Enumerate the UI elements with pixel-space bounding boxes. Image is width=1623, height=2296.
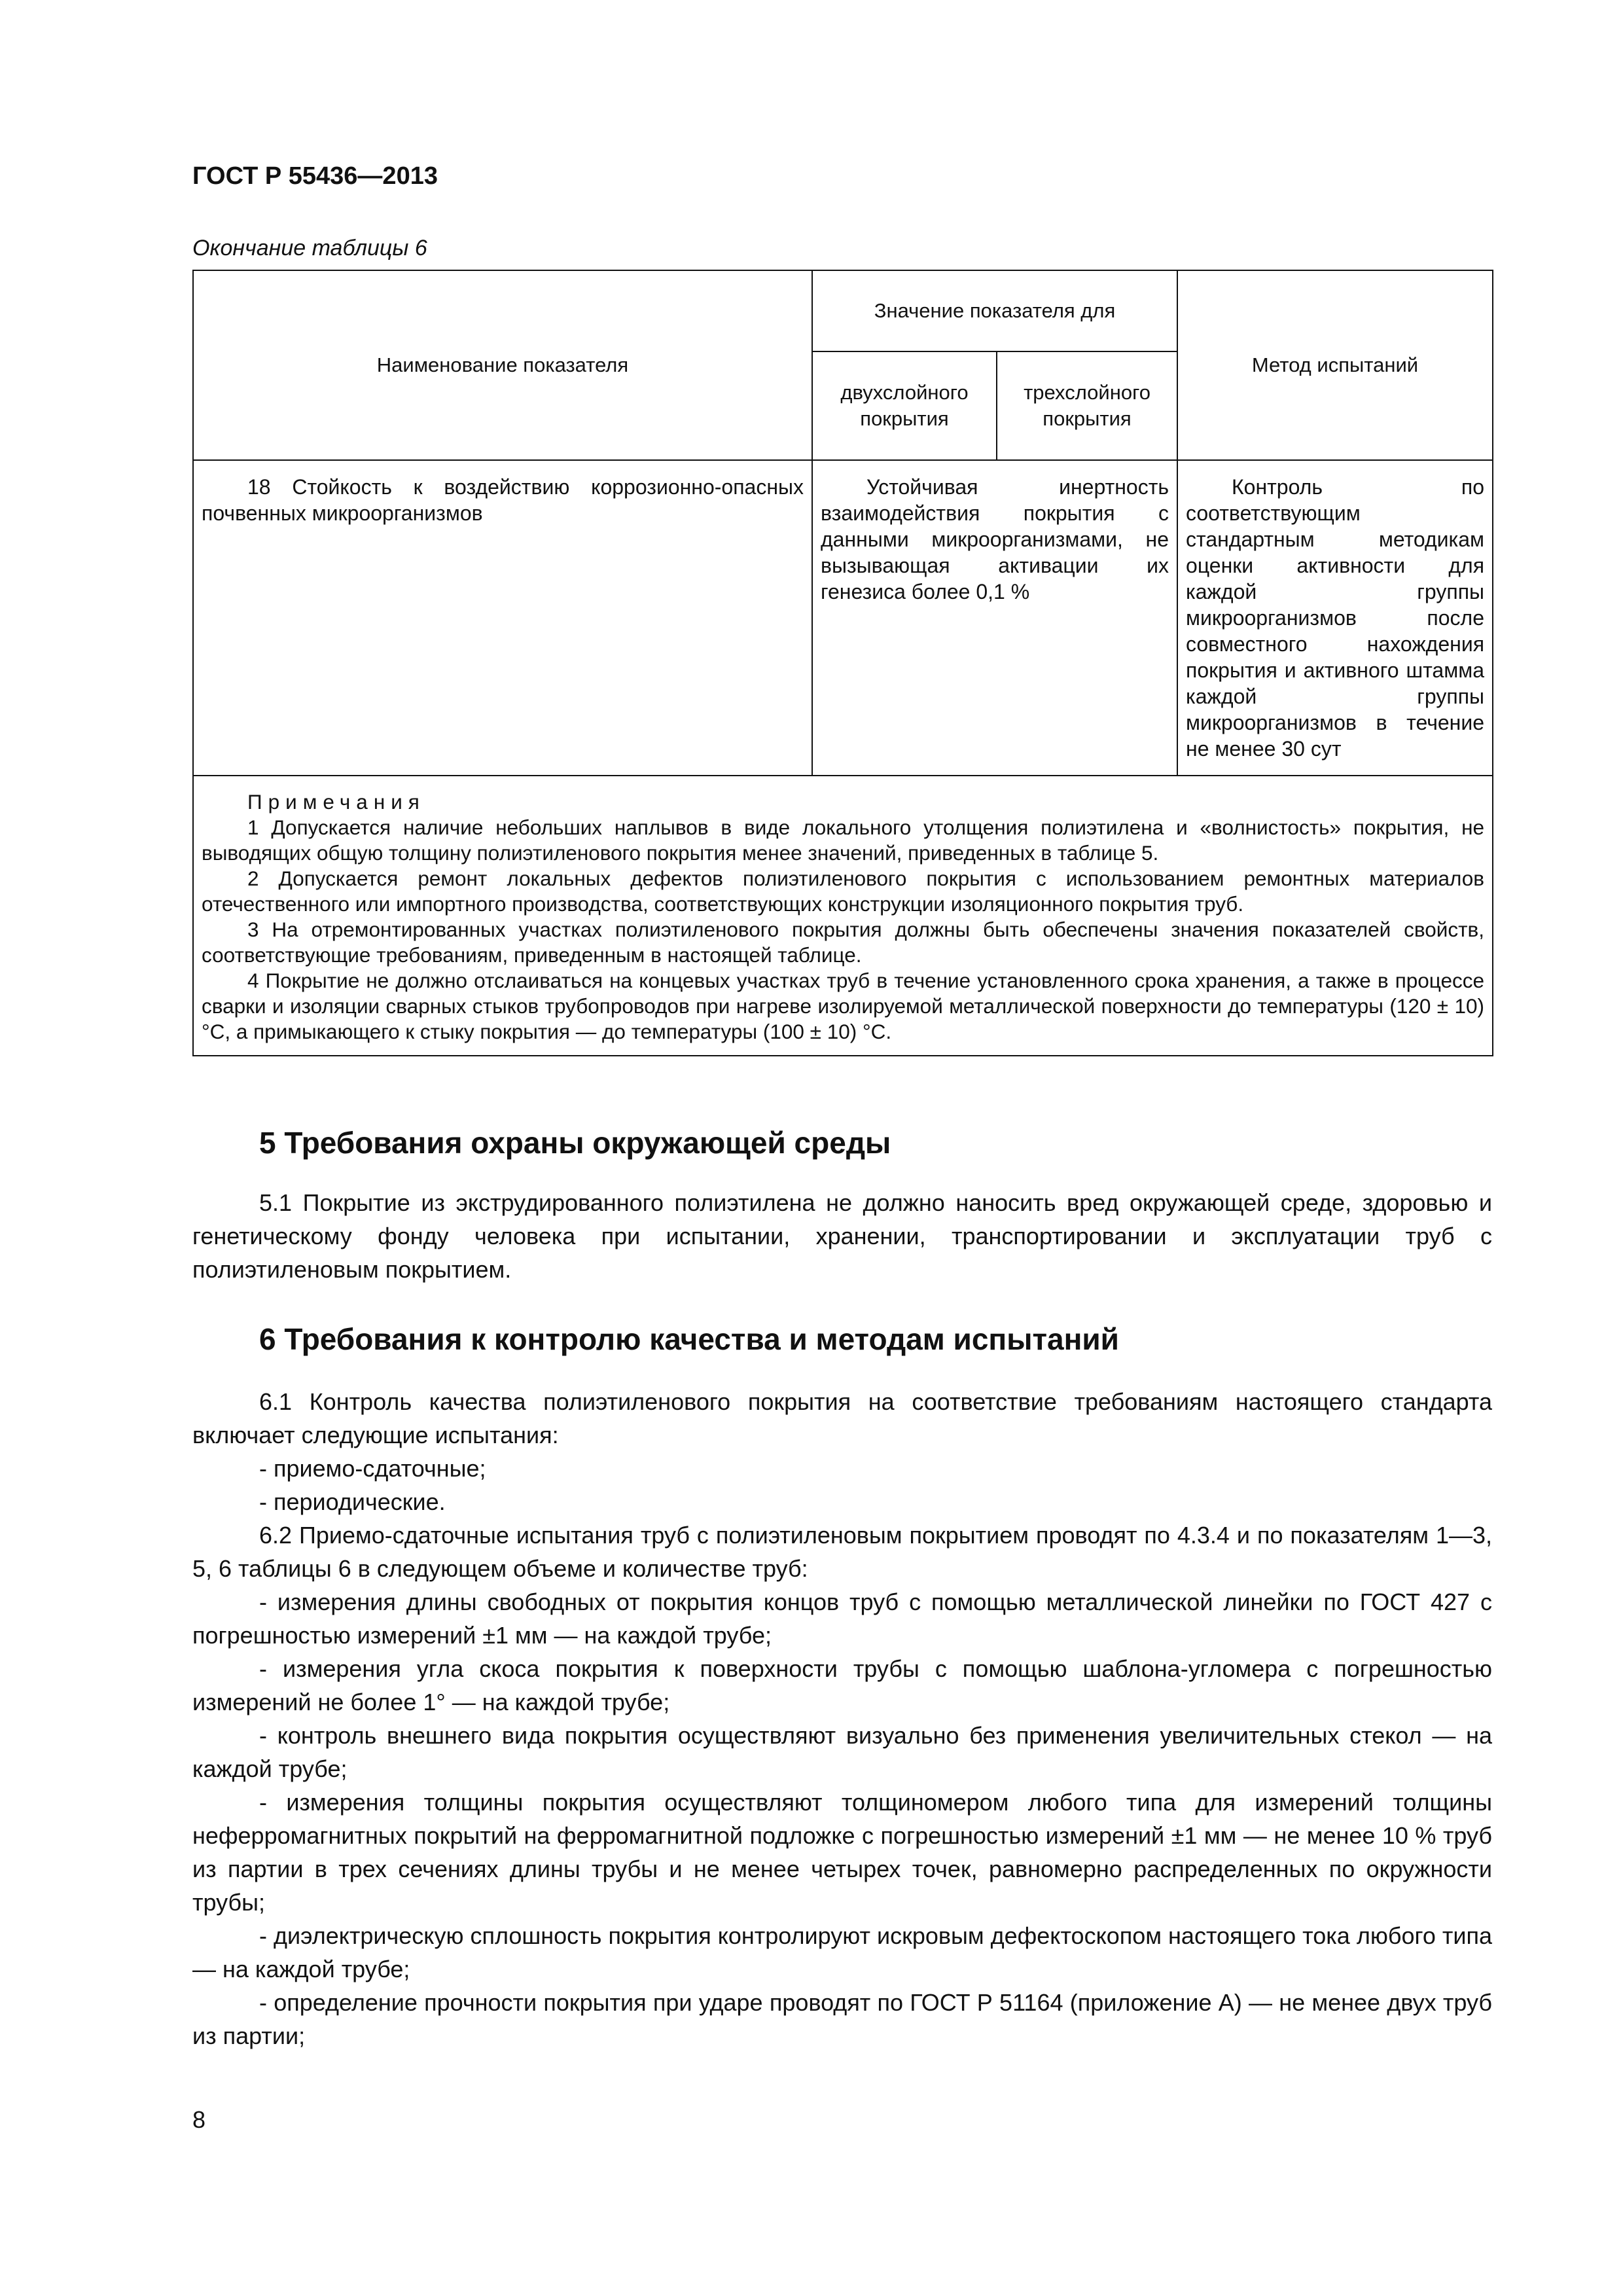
table-caption: Окончание таблицы 6 <box>192 236 427 260</box>
list-item: - измерения толщины покрытия осуществляют толщиномером любого типа для измерений толщины неферромагнитных покрытий на ферромагнитной подложке с погрешностью измерений ±1 мм — не менее 10 % труб из партии в трех сечениях длины трубы и не менее четырех точек, равномерно распределенных по окружности трубы; <box>192 1789 1492 1916</box>
header-value-group: Значение показателя для <box>812 270 1177 351</box>
notes-row <box>193 776 1493 1056</box>
note-item: 3 На отремонтированных участках полиэтиленового покрытия должны быть обеспечены значения показателей свойств, соответствующие требованиям, приведенным в настоящей таблице. <box>202 918 1485 967</box>
table-row <box>193 460 1493 776</box>
page-number: 8 <box>192 2106 206 2133</box>
header-indicator-name: Наименование показателя <box>193 270 812 460</box>
row18-name-text: 18 Стойкость к воздействию коррозионно-опасных почвенных микроорганизмов <box>202 475 804 525</box>
note-item: 2 Допускается ремонт локальных дефектов полиэтиленового покрытия с использованием ремонтных материалов отечественного или импортного производства, соответствующих конструкции изоляционного покрытия труб. <box>202 867 1485 916</box>
note-item: 1 Допускается наличие небольших наплывов в виде локального утолщения полиэтилена и «волнистость» покрытия, не выводящих общую толщину полиэтиленового покрытия менее значений, приведенных в таблице 5. <box>202 816 1485 865</box>
row18-value-text: Устойчивая инертность взаимодействия покрытия с данными микроорганизмами, не вызывающая активации их генезиса более 0,1 % <box>821 475 1169 603</box>
header-test-method: Метод испытаний <box>1177 270 1493 460</box>
spec-table <box>192 270 1493 1056</box>
list-item: - приемо-сдаточные; <box>259 1455 486 1482</box>
note-item: 4 Покрытие не должно отслаиваться на концевых участках труб в течение установленного срока хранения, а также в процессе сварки и изоляции сварных стыков трубопроводов при нагреве изолируемой металлической поверхности до температуры (120 ± 10) °С, а примыкающего к стыку покрытия — до температуры (100 ± 10) °С. <box>202 969 1485 1043</box>
row18-indicator-name <box>193 460 812 776</box>
section-6 <box>192 1321 1492 2053</box>
notes-title: Примечания <box>247 790 425 814</box>
list-item: - диэлектрическую сплошность покрытия контролируют искровым дефектоскопом настоящего тока любого типа — на каждой трубе; <box>192 1922 1492 1982</box>
list-item: - контроль внешнего вида покрытия осуществляют визуально без применения увеличительных стекол — на каждой трубе; <box>192 1722 1492 1782</box>
section-5 <box>192 1124 1492 1286</box>
document-code: ГОСТ Р 55436—2013 <box>192 162 438 190</box>
list-item: - периодические. <box>259 1488 446 1515</box>
paragraph-5-1: 5.1 Покрытие из экструдированного полиэтилена не должно наносить вред окружающей среде, здоровью и генетическому фонду человека при испытании, хранении, транспортировании и эксплуатации труб с полиэтиленовым покрытием. <box>192 1189 1492 1283</box>
list-item: - измерения длины свободных от покрытия концов труб с помощью металлической линейки по ГОСТ 427 с погрешностью измерений ±1 мм — на каждой трубе; <box>192 1588 1492 1649</box>
list-item: - определение прочности покрытия при ударе проводят по ГОСТ Р 51164 (приложение А) — не менее двух труб из партии; <box>192 1989 1492 2049</box>
row18-method-text: Контроль по соответствующим стандартным методикам оценки активности для каждой группы микроорганизмов после совместного нахождения покрытия и активного штамма каждой группы микроорганизмов в течение не менее 30 сут <box>1186 475 1485 761</box>
list-item: - измерения угла скоса покрытия к поверхности трубы с помощью шаблона-угломера с погрешностью измерений не более 1° — на каждой трубе; <box>192 1655 1492 1715</box>
notes-cell <box>193 776 1493 1056</box>
header-two-layer: двухслойного покрытия <box>812 351 997 460</box>
section-5-title: 5 Требования охраны окружающей среды <box>259 1126 891 1160</box>
header-three-layer: трехслойного покрытия <box>997 351 1177 460</box>
section-6-title: 6 Требования к контролю качества и методам испытаний <box>259 1322 1119 1356</box>
paragraph-6-1: 6.1 Контроль качества полиэтиленового покрытия на соответствие требованиям настоящего стандарта включает следующие испытания: <box>192 1388 1492 1448</box>
row18-method <box>1177 460 1493 776</box>
paragraph-6-2: 6.2 Приемо-сдаточные испытания труб с полиэтиленовым покрытием проводят по 4.3.4 и по показателям 1—3, 5, 6 таблицы 6 в следующем объеме и количестве труб: <box>192 1522 1492 1582</box>
row18-value <box>812 460 1177 776</box>
